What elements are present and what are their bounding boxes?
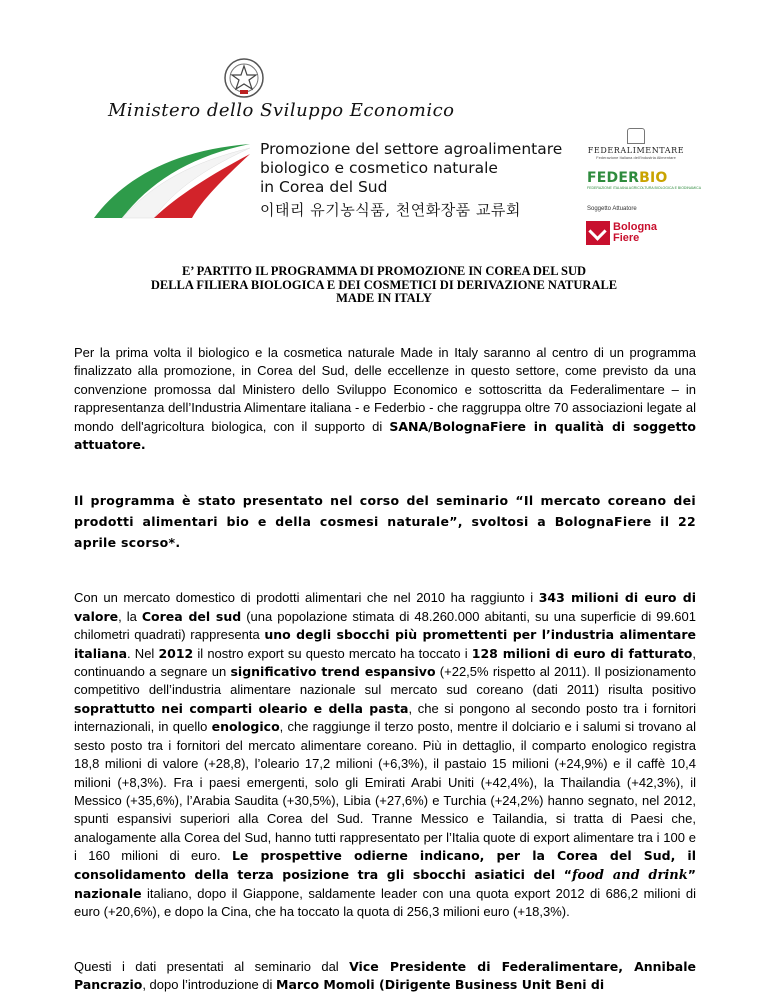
federalimentare-logo bbox=[586, 128, 686, 160]
ministry-name: Ministero dello Sviluppo Economico bbox=[108, 100, 455, 121]
federbio-name-a: FEDER bbox=[587, 170, 640, 186]
paragraph-intro bbox=[74, 344, 696, 454]
soggetto-attuatore-label: Soggetto Attuatore bbox=[587, 206, 637, 212]
market-text-9: , che raggiunge il terzo posto, mentre il dolciario e i salumi si trovano al sesto posto tra i fornitori del mercato alimentare coreano. Più in dettaglio, il comparto enologico registra 18,8 milioni di valore (+28,8), l’oleario 17,2 milioni (+6,3%), il pastaio 15 milioni (+24,9%) e il caffè 10,4 milioni (+8,3%). Fra i paesi emergenti, solo gli Emirati Arabi Uniti (+42,4%), la Thailandia (+42,3%), il Messico (+35,6%), l’Arabia Saudita (+30,5%), Libia (+27,6%) e Turchia (+24,2%) hanno segnato, nel 2012, spunti espansivi superiori alla Corea del Sud. Tranne Messico e Tailandia, si tratta di Paesi che, analogamente alla Corea del Sud, hanno tutti rappresentato per l’Italia quote di export alimentare tra i 100 e i 160 milioni di euro. bbox=[74, 719, 696, 864]
bolognafiere-logo bbox=[586, 221, 657, 245]
market-text-6: , continuando a segnare un bbox=[74, 645, 697, 680]
market-text-3: (una popolazione stimata di 48.260.000 abitanti, su una superficie di 99.601 chilometri quadrati) rappresenta bbox=[74, 608, 696, 643]
speakers-text-1: Questi i dati presentati al seminario dal bbox=[74, 958, 350, 974]
market-text-10: italiano, dopo il Giappone, saldamente leader con una quota export 2012 di 686,2 milioni di euro (+20,6%), e dopo la Cina, che ha toccato la quota di 256,3 milioni euro (+18,3%). bbox=[74, 885, 696, 920]
promotion-title bbox=[260, 140, 562, 220]
paragraph-seminar: Il programma è stato presentato nel corso del seminario “Il mercato coreano dei prodotti alimentari bio e della cosmesi naturale”, svoltosi a BolognaFiere il 22 aprile scorso*. bbox=[74, 493, 696, 551]
market-text-2: , la bbox=[118, 608, 142, 624]
title-line-3: MADE IN ITALY bbox=[336, 291, 432, 305]
market-text-5: il nostro export su questo mercato ha toccato i bbox=[193, 645, 472, 661]
intro-bold: SANA/BolognaFiere in qualità di soggetto attuatore. bbox=[74, 418, 696, 453]
article-body bbox=[74, 344, 696, 995]
intro-text: Per la prima volta il biologico e la cosmetica naturale Made in Italy saranno al centro di un programma finalizzato alla promozione, in Corea del Sud, delle eccellenze in questo settore, come previsto da una convenzione promossa dal Ministero dello Sviluppo Economico e sottoscritta da Federalimentare – in rappresentanza dell’Industria Alimentare italiana - e Federbio - che raggruppa oltre 70 associazioni legate al mondo dell'agricoltura biologica, con il supporto di bbox=[74, 345, 696, 434]
title-line-1: E’ PARTITO IL PROGRAMMA DI PROMOZIONE IN COREA DEL SUD bbox=[181, 264, 587, 278]
market-bold-1: 343 milioni di euro di valore bbox=[74, 590, 696, 624]
market-bold-2: Corea del sud bbox=[141, 608, 242, 624]
federalimentare-mark-icon bbox=[627, 128, 645, 144]
bolognafiere-check-icon bbox=[586, 221, 610, 245]
promo-line-2: biologico e cosmetico naturale bbox=[260, 159, 498, 177]
bolognafiere-name-1: Bologna bbox=[613, 221, 657, 233]
market-bold-9: Le prospettive odierne indicano, per la Corea del Sud, il consolidamento della terza posizione tra gli sbocchi asiatici del “ bbox=[74, 848, 696, 882]
bolognafiere-name-2: Fiere bbox=[613, 232, 640, 244]
paragraph-market-data bbox=[74, 589, 696, 921]
promo-korean: 이태리 유기농식품, 천연화장품 교류회 bbox=[260, 201, 521, 219]
market-bold-8: enologico bbox=[211, 719, 280, 735]
promo-line-3: in Corea del Sud bbox=[260, 178, 388, 196]
speakers-text-2: , dopo l’introduzione di bbox=[142, 977, 277, 993]
market-bold-7: soprattutto nei comparti oleario e della pasta bbox=[74, 700, 409, 716]
market-text-4: . Nel bbox=[127, 645, 159, 661]
federbio-subtitle: FEDERAZIONE ITALIANA AGRICOLTURA BIOLOGICA E BIODINAMICA bbox=[587, 186, 702, 190]
press-release-title bbox=[0, 265, 768, 306]
market-text-1: Con un mercato domestico di prodotti alimentari che nel 2010 ha raggiunto i bbox=[74, 590, 539, 606]
federbio-name-b: BIO bbox=[639, 170, 668, 186]
market-bold-5: 128 milioni di euro di fatturato bbox=[471, 645, 693, 661]
federalimentare-subtitle: Federazione Italiana dell'Industria Alimentare bbox=[596, 155, 676, 160]
italian-republic-emblem-icon bbox=[222, 56, 266, 100]
speakers-bold-1: Vice Presidente di Federalimentare, Annibale Pancrazio bbox=[74, 958, 696, 993]
speakers-bold-2: Marco Momoli (Dirigente Business Unit Beni di bbox=[276, 977, 605, 993]
market-bold-6: significativo trend espansivo bbox=[230, 664, 436, 680]
market-bold-10: ” nazionale bbox=[74, 866, 696, 901]
title-line-2: DELLA FILIERA BIOLOGICA E DEI COSMETICI DI DERIVAZIONE NATURALE bbox=[150, 277, 618, 292]
promo-line-1: Promozione del settore agroalimentare bbox=[260, 140, 563, 158]
market-text-7: (+22,5% rispetto al 2011). Il posizionamento competitivo dell’industria alimentare nazionale sul mercato sud coreano (dati 2011) risulta positivo bbox=[74, 664, 696, 698]
paragraph-speakers bbox=[74, 958, 696, 995]
federbio-logo bbox=[587, 170, 701, 190]
market-text-8: , che si pongono al secondo posto tra i fornitori internazionali, in quello bbox=[74, 700, 696, 735]
letterhead bbox=[0, 0, 768, 260]
market-bold-4: 2012 bbox=[158, 645, 194, 661]
market-bold-3: uno degli sbocchi più promettenti per l’industria alimentare italiana bbox=[74, 627, 696, 661]
market-italic: food and drink bbox=[571, 867, 688, 883]
federalimentare-name: FEDERALIMENTARE bbox=[587, 146, 685, 155]
italian-flag-swoosh-icon bbox=[92, 140, 252, 220]
